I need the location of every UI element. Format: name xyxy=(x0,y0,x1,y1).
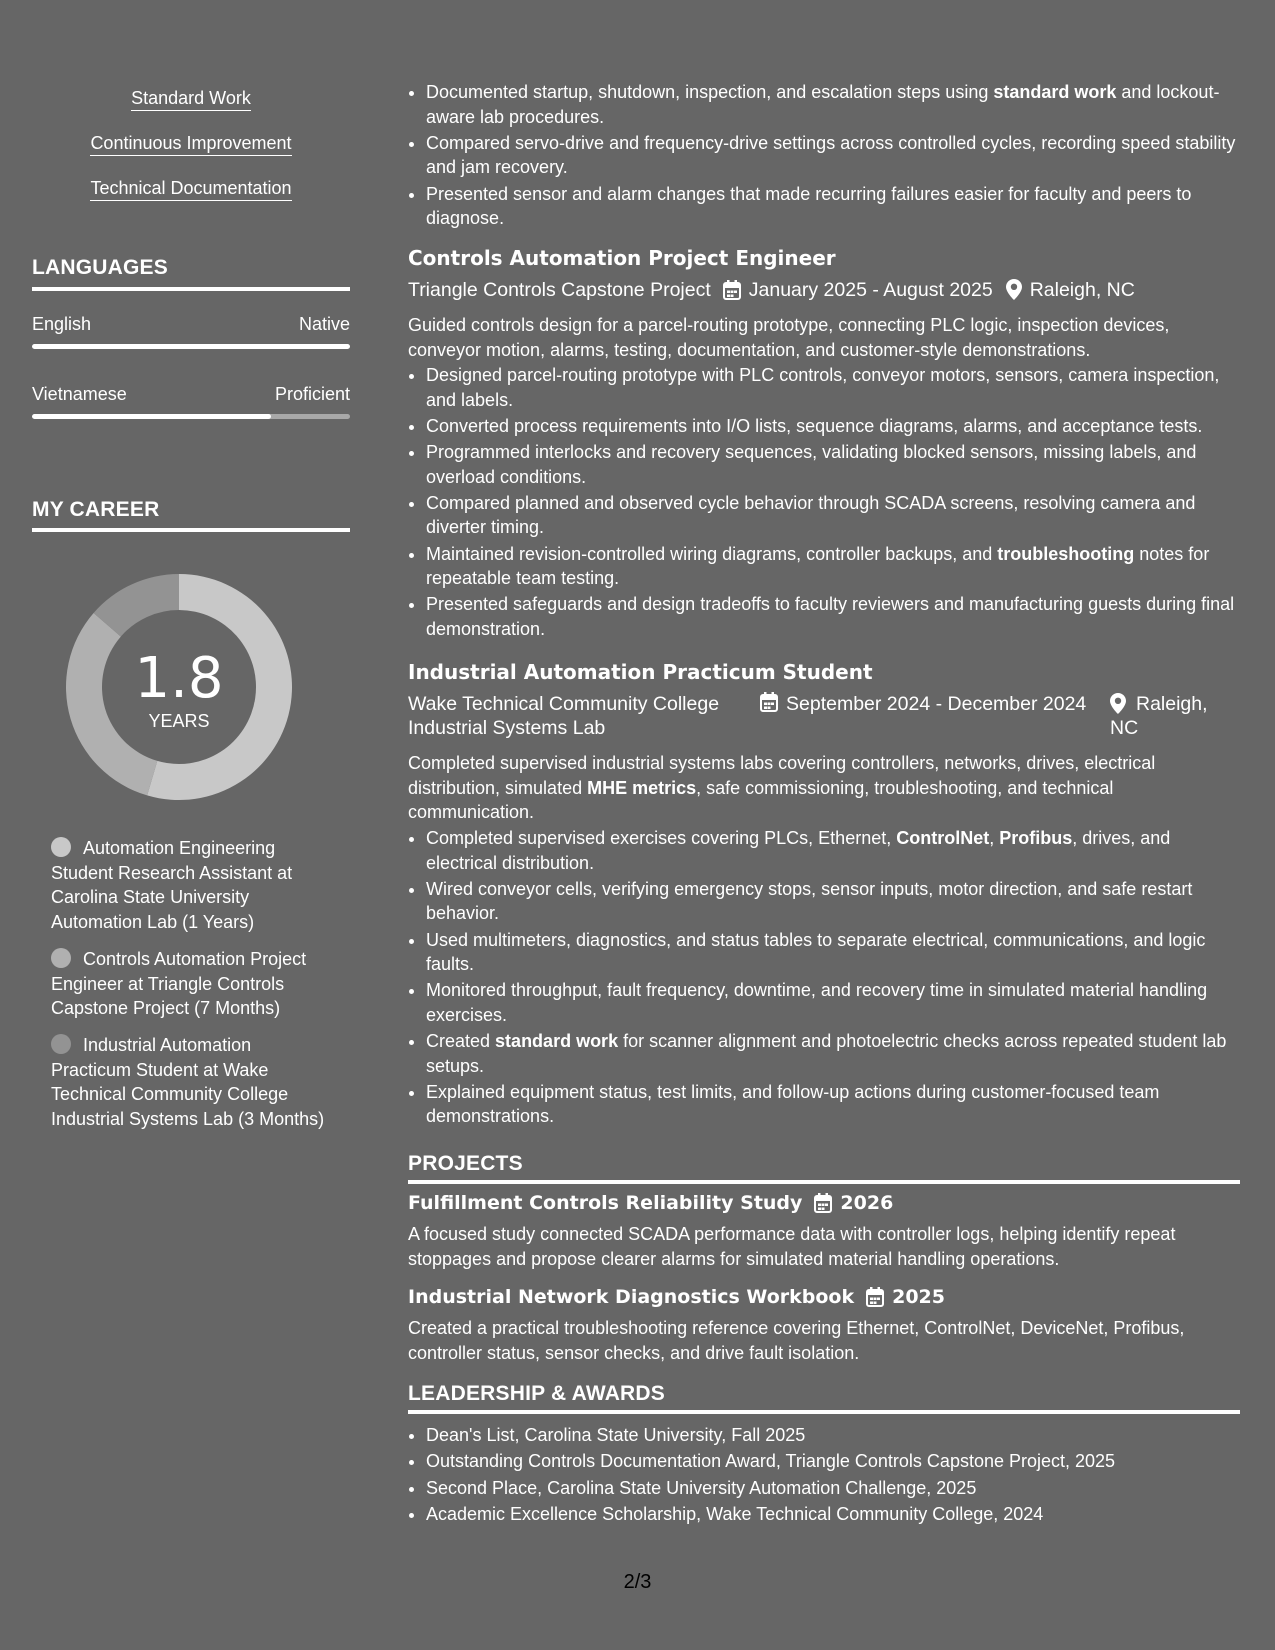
project-description: A focused study connected SCADA performance data with controller logs, helping identify repeat stoppages and propose clearer alarms for simulated material handling operations. xyxy=(408,1224,1176,1269)
project-year: 2025 xyxy=(892,1286,945,1308)
award-item: • Outstanding Controls Documentation Award, Triangle Controls Capstone Project, 2025 xyxy=(426,1449,1115,1474)
project-name: Industrial Network Diagnostics Workbook xyxy=(408,1286,855,1308)
bullet-item: • Designed parcel-routing prototype with PLC controls, conveyor motors, sensors, camera inspection, and labels. xyxy=(426,363,1240,412)
bullet-item: • Wired conveyor cells, verifying emergency stops, sensor inputs, motor direction, and safe restart behavior. xyxy=(426,877,1240,926)
bullet-item: • Converted process requirements into I/O lists, sequence diagrams, alarms, and acceptance tests. xyxy=(426,414,1240,439)
bold-keyword: ControlNet xyxy=(896,828,990,848)
bullet-item: • Presented sensor and alarm changes that made recurring failures easier for faculty and peers to diagnose. xyxy=(426,182,1240,231)
bullet-item: • Maintained revision-controlled wiring diagrams, controller backups, and troubleshooting notes for repeatable team testing. xyxy=(426,542,1240,591)
map-pin-icon xyxy=(1006,279,1022,300)
languages-rule xyxy=(32,287,350,291)
skill-label: Technical Documentation xyxy=(90,178,291,201)
career-donut-chart xyxy=(66,574,292,800)
bullet-item: • Compared planned and observed cycle behavior through SCADA screens, resolving camera and diverter timing. xyxy=(426,491,1240,540)
award-item: • Dean's List, Carolina State University, Fall 2025 xyxy=(426,1423,1115,1448)
language-bar xyxy=(32,344,350,349)
languages-heading: LANGUAGES xyxy=(32,256,168,279)
bullet-item: • Used multimeters, diagnostics, and status tables to separate electrical, communications, and logic faults. xyxy=(426,928,1240,977)
project-year: 2026 xyxy=(840,1192,894,1214)
job-meta xyxy=(408,692,1240,742)
skill-label: Standard Work xyxy=(131,88,251,111)
job-bullets xyxy=(408,826,1240,1131)
legend-dot xyxy=(51,1034,71,1054)
career-total-unit: YEARS xyxy=(148,711,210,731)
bullet-item: • Compared servo-drive and frequency-drive settings across controlled cycles, recording speed stability and jam recovery. xyxy=(426,131,1240,180)
legend-dot xyxy=(51,948,71,968)
bullet-item: • Monitored throughput, fault frequency, downtime, and recovery time in simulated material handling exercises. xyxy=(426,978,1240,1027)
skill-label: Continuous Improvement xyxy=(90,133,291,156)
legend-dot xyxy=(51,837,71,857)
project-name: Fulfillment Controls Reliability Study xyxy=(408,1192,803,1214)
project-title xyxy=(408,1286,945,1308)
bold-keyword: Profibus xyxy=(999,828,1073,848)
job-title: Industrial Automation Practicum Student xyxy=(408,660,873,684)
job-title: Controls Automation Project Engineer xyxy=(408,246,836,270)
language-level: Proficient xyxy=(274,384,350,404)
awards-heading: LEADERSHIP & AWARDS xyxy=(408,1382,665,1405)
language-name: Vietnamese xyxy=(32,384,127,404)
job-organization: Wake Technical Community College Industrial Systems Lab xyxy=(408,693,720,739)
award-item: • Second Place, Carolina State University Automation Challenge, 2025 xyxy=(426,1476,1115,1501)
calendar-icon xyxy=(866,1287,884,1307)
project-title xyxy=(408,1192,893,1214)
bold-keyword: standard work xyxy=(495,1031,619,1052)
language-level: Native xyxy=(298,314,350,334)
job-dates: September 2024 - December 2024 xyxy=(786,693,1087,715)
career-legend-item xyxy=(51,836,331,934)
bullet-item: • Documented startup, shutdown, inspection, and escalation steps using standard work and lockout-aware lab procedures. xyxy=(426,80,1240,129)
legend-label: Automation Engineering Student Research Assistant at Carolina State University Automation Lab (1 Years) xyxy=(51,838,293,932)
language-bar-fill xyxy=(32,344,350,349)
job-location: Raleigh, NC xyxy=(1029,279,1135,301)
skill-standard-work xyxy=(32,88,350,109)
job-meta xyxy=(408,279,1135,302)
projects-heading: PROJECTS xyxy=(408,1152,523,1175)
calendar-icon xyxy=(814,1193,832,1213)
job-summary: Guided controls design for a parcel-routing prototype, connecting PLC logic, inspection devices, conveyor motion, alarms, testing, documentation, and customer-style demonstrations. xyxy=(408,315,1170,360)
award-item: • Academic Excellence Scholarship, Wake Technical Community College, 2024 xyxy=(426,1502,1115,1527)
calendar-icon xyxy=(723,280,741,300)
projects-rule xyxy=(408,1180,1240,1184)
skill-technical-documentation xyxy=(32,178,350,199)
job-dates: January 2025 - August 2025 xyxy=(748,279,993,301)
legend-label: Industrial Automation Practicum Student at Wake Technical Community College Industrial Systems Lab (3 Months) xyxy=(51,1035,325,1129)
career-rule xyxy=(32,528,350,532)
page-number: 2/3 xyxy=(623,1571,652,1593)
calendar-icon xyxy=(760,692,778,712)
awards-list xyxy=(408,1423,1115,1528)
bold-keyword: troubleshooting xyxy=(997,543,1135,564)
language-bar xyxy=(32,414,350,419)
career-total-value: 1.8 xyxy=(134,646,224,711)
career-heading: MY CAREER xyxy=(32,498,160,521)
bullet-item: • Completed supervised exercises covering PLCs, Ethernet, ControlNet, Profibus, drives, and electrical distribution. xyxy=(426,826,1240,875)
career-legend-item xyxy=(51,947,331,1021)
bold-keyword: standard work xyxy=(993,82,1117,102)
legend-label: Controls Automation Project Engineer at Triangle Controls Capstone Project (7 Months) xyxy=(51,949,307,1018)
job-summary: Completed supervised industrial systems labs covering controllers, networks, drives, electrical distribution, simulated MHE metrics, safe commissioning, troubleshooting, and technical communication. xyxy=(408,753,1156,822)
bullet-item: • Programmed interlocks and recovery sequences, validating blocked sensors, missing labels, and overload conditions. xyxy=(426,440,1240,489)
career-legend-item xyxy=(51,1033,331,1131)
language-name: English xyxy=(32,314,92,334)
language-bar-fill xyxy=(32,414,271,419)
bullet-item: • Presented safeguards and design tradeoffs to faculty reviewers and manufacturing guests during final demonstration. xyxy=(426,592,1240,641)
job-location: Raleigh, NC xyxy=(1110,693,1208,739)
job-bullets xyxy=(408,363,1240,643)
project-description: Created a practical troubleshooting reference covering Ethernet, ControlNet, DeviceNet, Profibus, controller status, sensor checks, and drive fault isolation. xyxy=(408,1318,1185,1363)
bullet-item: • Created standard work for scanner alignment and photoelectric checks across repeated student lab setups. xyxy=(426,1029,1240,1078)
bold-keyword: MHE metrics xyxy=(587,777,697,798)
job-date-group xyxy=(760,692,1086,716)
job-organization: Triangle Controls Capstone Project xyxy=(408,279,711,301)
prev-job-bullets xyxy=(408,80,1240,232)
awards-rule xyxy=(408,1410,1240,1414)
bullet-item: • Explained equipment status, test limits, and follow-up actions during customer-focused team demonstrations. xyxy=(426,1080,1240,1129)
skill-continuous-improvement xyxy=(32,133,350,154)
